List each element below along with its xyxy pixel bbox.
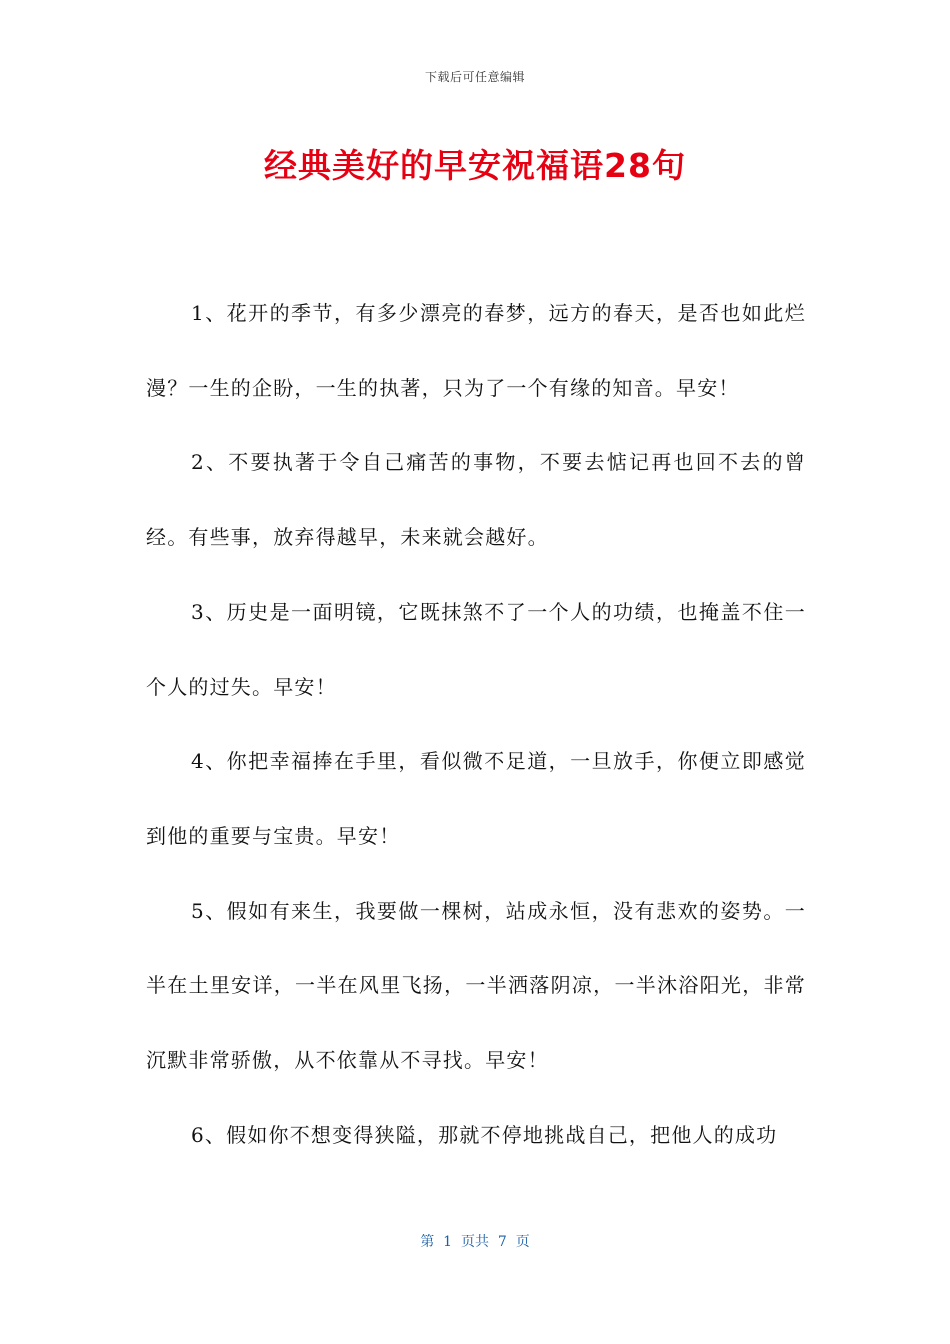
paragraph-4: 4、你把幸福捧在手里，看似微不足道，一旦放手，你便立即感觉到他的重要与宝贵。早安！ — [146, 749, 806, 848]
paragraph-1: 1、花开的季节，有多少漂亮的春梦，远方的春天，是否也如此烂漫？一生的企盼，一生的执著，只为了一个有缘的知音。早安！ — [146, 301, 806, 400]
paragraph-3: 3、历史是一面明镜，它既抹煞不了一个人的功绩，也掩盖不住一个人的过失。早安！ — [146, 599, 806, 699]
paragraph-6: 6、假如你不想变得狭隘，那就不停地挑战自己，把他人的成功 — [191, 1122, 778, 1147]
document-title: 经典美好的早安祝福语28句 — [264, 146, 686, 185]
page-number-footer: 第 1 页共 7 页 — [420, 1234, 530, 1250]
document-body — [146, 276, 806, 1172]
paragraph-2: 2、不要执著于令自己痛苦的事物，不要去惦记再也回不去的曾经。有些事，放弃得越早，未来就会越好。 — [146, 450, 806, 550]
header-note: 下载后可任意编辑 — [424, 70, 525, 84]
paragraph-5: 5、假如有来生，我要做一棵树，站成永恒，没有悲欢的姿势。一半在土里安详，一半在风里飞扬，一半洒落阴凉，一半沐浴阳光，非常沉默非常骄傲，从不依靠从不寻找。早安！ — [146, 898, 806, 1073]
